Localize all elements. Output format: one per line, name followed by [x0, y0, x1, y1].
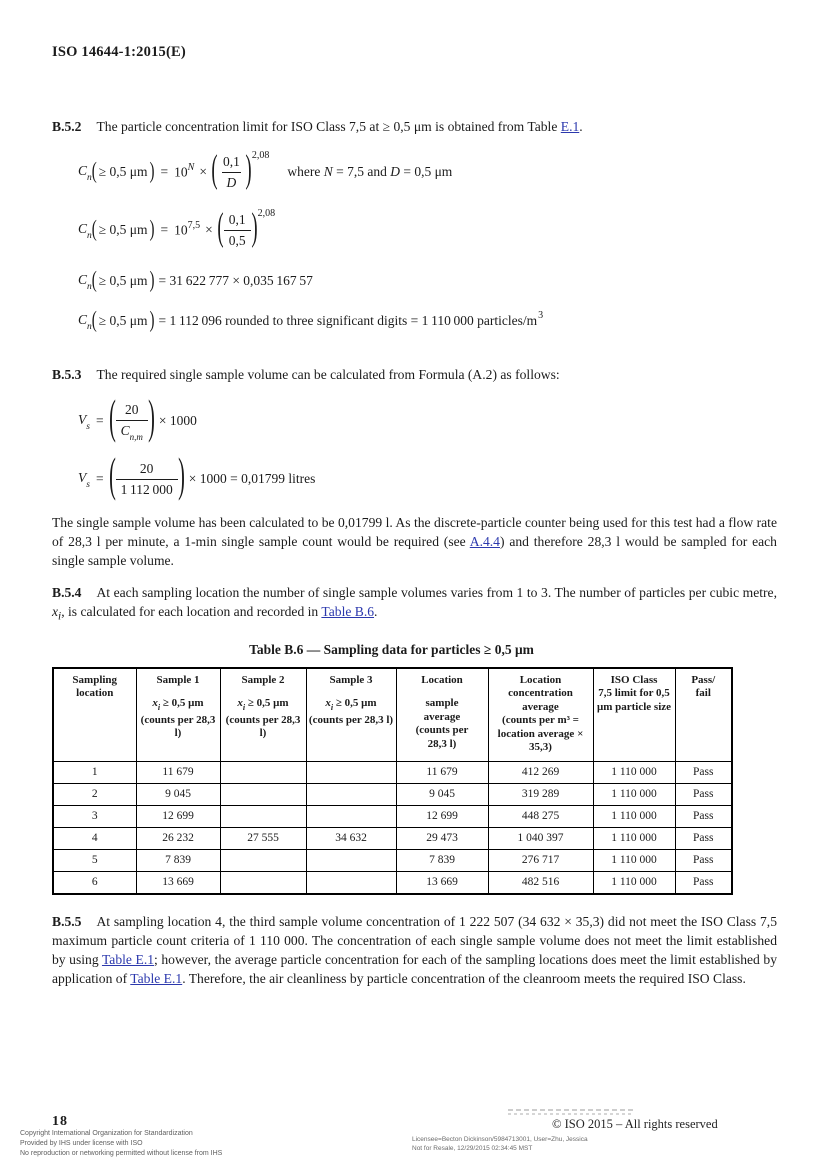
table-cell: 11 679 — [136, 761, 220, 783]
table-cell — [306, 783, 396, 805]
math-condition: ≥ 0,5 μm — [98, 313, 148, 328]
paren-close: ) — [149, 216, 155, 242]
link-table-e1[interactable]: E.1 — [560, 119, 580, 134]
clause-b52-after: . — [579, 119, 583, 134]
table-row — [53, 761, 732, 783]
paren-close: ) — [149, 158, 155, 184]
table-cell — [220, 761, 306, 783]
table-cell: 1 110 000 — [593, 783, 675, 805]
table-title: Table B.6 — Sampling data for particles ≥ 0,5 μm — [249, 641, 534, 657]
table-cell: 1 110 000 — [593, 849, 675, 871]
paren-open: ( — [217, 207, 224, 250]
formula-vs-result — [78, 450, 777, 508]
fraction: $\frac{0,1}{D}$ — [222, 153, 240, 190]
table-cell: Pass — [675, 849, 732, 871]
table-cell: 412 269 — [488, 761, 593, 783]
clause-b55-text: At sampling location 4, the third sample volume concentration of 1 222 507 (34 632 × 35,3) did not meet the ISO Class 7,5 maximum particle count criteria of 1 110 000. The concentration of each single sample volume does not meet the limit established by using — [52, 913, 777, 967]
table-cell: Pass — [675, 871, 732, 894]
table-cell: 13 669 — [396, 871, 488, 894]
math-var-cn: $C_n$ — [78, 271, 92, 293]
paren-close: ) — [251, 207, 258, 250]
math-where-clause: where N = 7,5 and D = 0,5 μm — [287, 164, 453, 179]
table-cell: 1 040 397 — [488, 827, 593, 849]
math-var-xi: x — [52, 604, 59, 619]
math-var-cn: $C_n$ — [78, 311, 92, 333]
table-cell: 9 045 — [396, 783, 488, 805]
table-row — [53, 827, 732, 849]
footer-copyright-line: Provided by IHS under license with ISO — [20, 1140, 143, 1147]
footer-license-block — [412, 1135, 588, 1153]
table-cell: 29 473 — [396, 827, 488, 849]
link-table-e1-second[interactable]: Table E.1 — [130, 970, 183, 986]
table-cell: 2 — [53, 783, 136, 805]
equals-sign: = — [95, 471, 104, 486]
link-table-b6[interactable]: Table B.6 — [321, 604, 375, 619]
clause-b54 — [52, 583, 777, 627]
table-cell: 482 516 — [488, 871, 593, 894]
formula-cn-general — [78, 148, 777, 196]
table-cell: 4 — [53, 827, 136, 849]
page-header-title: ISO 14644-1:2015(E) — [52, 44, 186, 60]
table-cell — [220, 805, 306, 827]
table-cell: 6 — [53, 871, 136, 894]
sampling-data-table — [52, 667, 733, 895]
table-cell: 27 555 — [220, 827, 306, 849]
table-cell: 9 045 — [136, 783, 220, 805]
table-cell — [306, 805, 396, 827]
table-header-row — [53, 668, 732, 762]
scan-artifact-smudge — [508, 1108, 634, 1116]
paren-close: ) — [147, 393, 155, 445]
math-result: × 1000 = 0,01799 litres — [188, 471, 316, 486]
table-row — [53, 805, 732, 827]
times-sign: × — [199, 164, 207, 179]
table-cell: 1 110 000 — [593, 827, 675, 849]
column-header-sample-1: Sample 1 $x_i \ge 0,5$ μm (counts per 28,3 l) — [136, 668, 220, 762]
equals-sign: = — [160, 164, 169, 179]
table-cell: 3 — [53, 805, 136, 827]
link-table-e1-first[interactable]: Table E.1 — [101, 951, 155, 967]
clause-b55-label: B.5.5 — [52, 913, 82, 929]
clause-b55-text: . Therefore, the air cleanliness by particle concentration of the cleanroom meets the required ISO Class. — [182, 970, 746, 986]
math-exponent: 2,08 — [251, 149, 270, 161]
footer-copyright-block — [20, 1129, 222, 1159]
table-row — [53, 871, 732, 894]
equals-sign: = — [95, 413, 104, 428]
paren-open: ( — [108, 393, 116, 445]
math-var-vs: $V_s$ — [78, 469, 90, 491]
footer-iso-copyright: © ISO 2015 – All rights reserved — [552, 1117, 718, 1131]
paragraph-text: ) and therefore 28,3 l would be sampled for each single sample volume. — [52, 534, 777, 568]
math-condition: ≥ 0,5 μm — [98, 222, 148, 237]
clause-b55 — [52, 912, 777, 988]
table-cell — [220, 871, 306, 894]
table-cell: 1 — [53, 761, 136, 783]
clause-b54-label: B.5.4 — [52, 585, 82, 600]
table-cell: 26 232 — [136, 827, 220, 849]
page-number: 18 — [52, 1114, 68, 1129]
table-cell: 12 699 — [396, 805, 488, 827]
column-header-sample-3: Sample 3 $x_i \ge 0,5$ μm (counts per 28,3 l) — [306, 668, 396, 762]
clause-b52-text: The particle concentration limit for ISO Class 7,5 at ≥ 0,5 μm is obtained from Table — [96, 119, 561, 134]
table-cell — [220, 783, 306, 805]
table-cell: Pass — [675, 783, 732, 805]
link-a44[interactable]: A.4.4 — [469, 534, 500, 549]
clause-b53 — [52, 365, 777, 384]
table-cell: 5 — [53, 849, 136, 871]
clause-b54-after: . — [374, 604, 378, 619]
footer-resale-line: Not for Resale, 12/29/2015 02:34:45 MST — [412, 1145, 533, 1152]
fraction: $\frac{20}{1 112 000}$ — [116, 461, 178, 498]
clause-b54-text: , is calculated for each location and recorded in — [61, 604, 322, 619]
table-cell — [306, 761, 396, 783]
table-cell: 1 110 000 — [593, 871, 675, 894]
column-header-sampling-location: Sampling location — [53, 668, 136, 762]
column-header-sample-2: Sample 2 $x_i \ge 0,5$ μm (counts per 28,3 l) — [220, 668, 306, 762]
math-condition: ≥ 0,5 μm — [98, 164, 148, 179]
table-cell — [306, 871, 396, 894]
table-cell: 34 632 — [306, 827, 396, 849]
fraction: $\frac{0,1}{0,5}$ — [224, 212, 251, 249]
table-cell: 7 839 — [396, 849, 488, 871]
clause-b53-label: B.5.3 — [52, 367, 82, 382]
clause-b54-text: At each sampling location the number of single sample volumes varies from 1 to 3. The number of particles per cubic metre, — [96, 585, 777, 600]
table-cell — [306, 849, 396, 871]
table-cell: 12 699 — [136, 805, 220, 827]
table-cell: 11 679 — [396, 761, 488, 783]
times-sign: × — [205, 222, 213, 237]
paren-close: ) — [149, 267, 155, 293]
clause-b55-text: ; however, the average particle concentration for each of the sampling locations does meet the limit established by application of — [52, 951, 777, 986]
equals-sign: = — [160, 222, 169, 237]
formula-cn-substituted — [78, 206, 777, 254]
paren-open: ( — [91, 216, 97, 242]
math-exponent: 2,08 — [257, 207, 276, 219]
formula-cn-multiplied — [78, 268, 777, 294]
column-header-pass-fail: Pass/ fail — [675, 668, 732, 762]
math-power-base: 10$^{7,5}$ — [174, 220, 201, 238]
paren-open: ( — [91, 158, 97, 184]
math-var-cn: $C_n$ — [78, 162, 92, 184]
column-header-location-concentration-average: Location concentration average (counts per m³ = location average × 35,3) — [488, 668, 593, 762]
footer-copyright-line: No reproduction or networking permitted without license from IHS — [20, 1150, 223, 1157]
clause-b52-label: B.5.2 — [52, 119, 82, 134]
paragraph-sample-volume — [52, 513, 777, 570]
math-var-cn: $C_n$ — [78, 220, 92, 242]
math-var-xi-sub: i — [58, 610, 62, 623]
table-row — [53, 783, 732, 805]
math-power-base: $10^N$ — [174, 162, 195, 180]
paren-close: ) — [245, 149, 252, 192]
table-cell: 13 669 — [136, 871, 220, 894]
footer-copyright-line: Copyright International Organization for Standardization — [20, 1130, 193, 1137]
paren-open: ( — [211, 149, 218, 192]
column-header-iso-class-limit: ISO Class 7,5 limit for 0,5 μm particle size — [593, 668, 675, 762]
table-cell: 1 110 000 — [593, 805, 675, 827]
footer-licensee-line: Licensee=Becton Dickinson/5984713001, User=Zhu, Jessica — [412, 1136, 588, 1143]
table-cell: Pass — [675, 805, 732, 827]
cubic-metre-superscript: 3 — [538, 309, 544, 321]
paren-open: ( — [91, 307, 97, 333]
math-result: = 1 112 096 rounded to three significant digits = 1 110 000 particles/m — [158, 313, 538, 328]
formula-vs-general — [78, 392, 777, 450]
table-cell — [220, 849, 306, 871]
paragraph-text: The single sample volume has been calculated to be 0,01799 l. As the discrete-particle counter being used for this test had a flow rate of 28,3 l per minute, a 1-min single sample count would be required (see — [52, 515, 777, 549]
math-result: = 31 622 777 × 0,035 167 57 — [158, 273, 313, 288]
paren-close: ) — [177, 451, 185, 503]
table-cell: Pass — [675, 827, 732, 849]
table-cell: 319 289 — [488, 783, 593, 805]
formula-cn-rounded — [78, 308, 777, 334]
column-header-location-sample-average: Location sample average (counts per 28,3 l) — [396, 668, 488, 762]
paren-open: ( — [91, 267, 97, 293]
fraction: $\frac{20}{C_{n,m}}$ — [116, 402, 148, 441]
math-condition: ≥ 0,5 μm — [98, 273, 148, 288]
table-row — [53, 849, 732, 871]
paren-close: ) — [149, 307, 155, 333]
math-var-vs: $V_s$ — [78, 411, 90, 433]
table-cell: 7 839 — [136, 849, 220, 871]
table-cell: 448 275 — [488, 805, 593, 827]
clause-b52 — [52, 117, 777, 136]
clause-b53-text: The required single sample volume can be calculated from Formula (A.2) as follows: — [96, 367, 560, 382]
table-cell: Pass — [675, 761, 732, 783]
paren-open: ( — [108, 451, 116, 503]
table-cell: 276 717 — [488, 849, 593, 871]
table-b6-section — [52, 642, 731, 895]
table-cell: 1 110 000 — [593, 761, 675, 783]
math-multiplier: × 1000 — [158, 413, 197, 428]
